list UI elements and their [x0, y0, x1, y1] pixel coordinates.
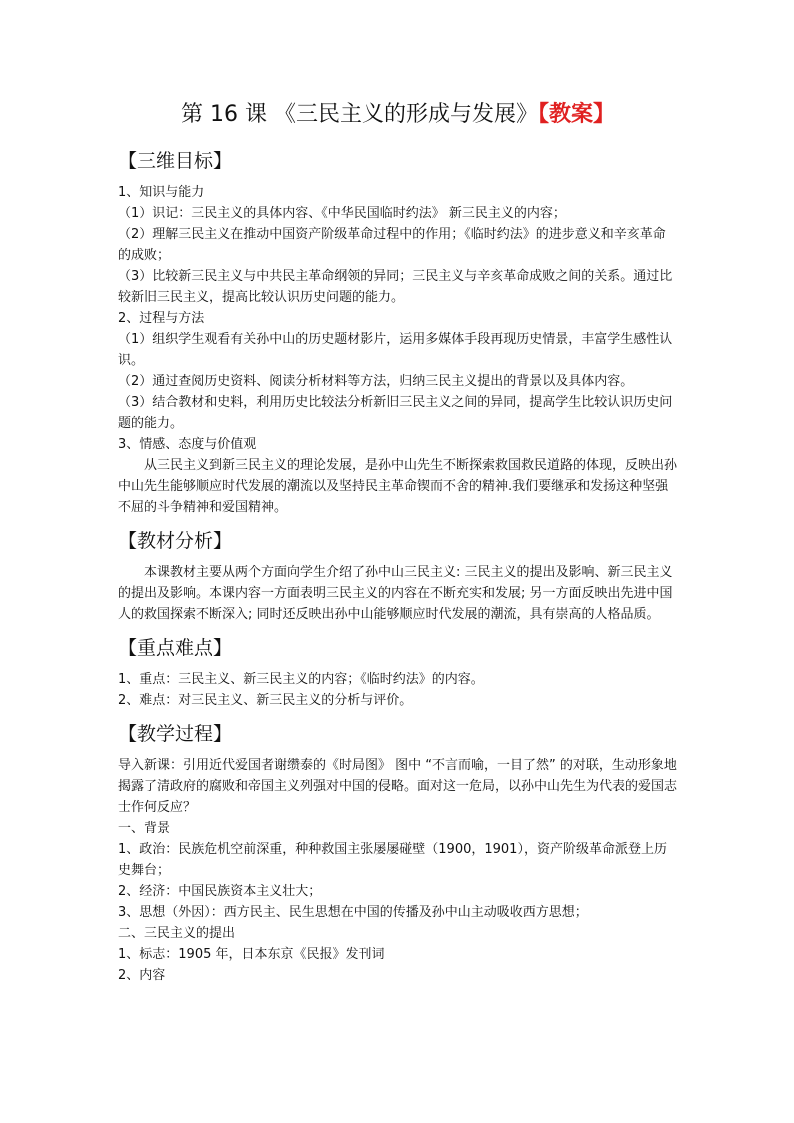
- goals-line: 2、过程与方法: [118, 311, 205, 326]
- section-heading-keypoints: 【重点难点】: [118, 637, 233, 659]
- analysis-paragraph: 本课教材主要从两个方面向学生介绍了孙中山三民主义: 三民主义的提出及影响、新三民主义的提出及影响。本课内容一方面表明三民主义的内容在不断充实和发展; 另一方面反映出先进中国人的救国探索不断深入; 同时还反映出孙中山能够顺应时代发展的潮流，具有崇高的人格品质。: [118, 565, 673, 622]
- title-tag: 【教案】: [537, 102, 615, 127]
- keypoints-line: 2、难点：对三民主义、新三民主义的分析与评价。: [118, 693, 413, 708]
- goals-line: （2）理解三民主义在推动中国资产阶级革命过程中的作用；《临时约法》的进步意义和辛亥革命的成败；: [118, 227, 666, 263]
- process-line: 二、三民主义的提出: [118, 926, 236, 941]
- process-line: 1、标志：1905 年，日本东京《民报》发刊词: [118, 947, 385, 962]
- process-line: 一、背景: [118, 821, 171, 836]
- goals-line: （2）通过查阅历史资料、阅读分析材料等方法，归纳三民主义提出的背景以及具体内容。: [118, 374, 634, 389]
- process-line: 2、经济：中国民族资本主义壮大；: [118, 884, 322, 899]
- section-heading-process: 【教学过程】: [118, 723, 233, 745]
- goals-line: （1）组织学生观看有关孙中山的历史题材影片，运用多媒体手段再现历史情景，丰富学生感性认识。: [118, 332, 673, 368]
- process-line: 2、内容: [118, 968, 166, 983]
- document-page: [118, 98, 678, 986]
- goals-line: 3、情感、态度与价值观: [118, 437, 257, 452]
- document-title: [118, 98, 678, 132]
- goals-line: （3）比较新三民主义与中共民主革命纲领的异同；三民主义与辛亥革命成败之间的关系。通过比较新旧三民主义，提高比较认识历史问题的能力。: [118, 269, 673, 305]
- title-main: 第 16 课 《三民主义的形成与发展》: [181, 102, 538, 127]
- process-line: 1、政治：民族危机空前深重，种种救国主张屡屡碰壁（1900，1901），资产阶级革命派登上历史舞台；: [118, 842, 667, 878]
- section-heading-goals: 【三维目标】: [118, 150, 233, 172]
- goals-line: 1、知识与能力: [118, 185, 205, 200]
- process-line: 3、思想（外因）：西方民主、民生思想在中国的传播及孙中山主动吸收西方思想；: [118, 905, 588, 920]
- goals-paragraph: 从三民主义到新三民主义的理论发展，是孙中山先生不断探索救国救民道路的体现，反映出孙中山先生能够顺应时代发展的潮流以及坚持民主革命锲而不舍的精神.我们要继承和发扬这种坚强不屈的斗争精神和爱国精神。: [118, 458, 678, 515]
- section-heading-analysis: 【教材分析】: [118, 530, 233, 552]
- goals-line: （1）识记：三民主义的具体内容、《中华民国临时约法》 新三民主义的内容；: [118, 206, 566, 221]
- goals-line: （3）结合教材和史料，利用历史比较法分析新旧三民主义之间的异同，提高学生比较认识历史问题的能力。: [118, 395, 673, 431]
- process-line: 导入新课：引用近代爱国者谢缵泰的《时局图》 图中 “不言而喻，一目了然” 的对联，生动形象地揭露了清政府的腐败和帝国主义列强对中国的侵略。面对这一危局，以孙中山先生为代表的爱国志士作何反应？: [118, 758, 678, 815]
- keypoints-line: 1、重点：三民主义、新三民主义的内容；《临时约法》的内容。: [118, 672, 484, 687]
